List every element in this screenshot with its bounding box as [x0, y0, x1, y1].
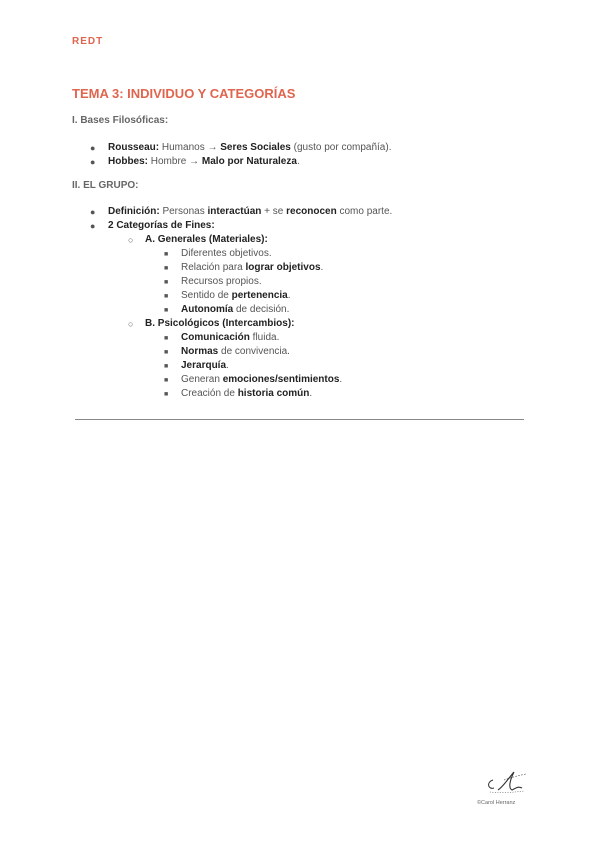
section-heading-bases: I. Bases Filosóficas: — [72, 115, 169, 126]
item-text: Relación para — [181, 262, 246, 273]
definicion-label: Definición: — [108, 206, 160, 217]
horizontal-rule — [75, 419, 524, 420]
rousseau-note: (gusto por compañía). — [290, 142, 392, 153]
definicion-bold-1: interactúan — [207, 206, 262, 217]
item-text: Sentido de — [181, 290, 232, 301]
circle-bullet-icon: ○ — [128, 319, 134, 329]
categorias-label: 2 Categorías de Fines: — [108, 220, 215, 231]
item-text: Diferentes objetivos. — [181, 248, 272, 259]
square-bullet-icon: ■ — [164, 391, 169, 398]
square-bullet-icon: ■ — [164, 307, 169, 314]
square-bullet-icon: ■ — [164, 279, 169, 286]
item-bold: Autonomía — [181, 304, 234, 315]
header-brand: REDT — [72, 36, 104, 47]
square-bullet-icon: ■ — [164, 377, 169, 384]
hobbes-note: . — [296, 156, 300, 167]
square-bullet-icon: ■ — [164, 265, 169, 272]
bullet-icon: ● — [90, 143, 96, 153]
psicologicos-label: B. Psicológicos (Intercambios): — [145, 318, 295, 329]
square-bullet-icon: ■ — [164, 349, 169, 356]
item-bold: Normas — [181, 346, 219, 357]
item-text-end: . — [287, 290, 291, 301]
item-text: Generan — [181, 374, 223, 385]
definicion-text-2: + se — [261, 206, 287, 217]
copyright-text: ©Carol Herranz — [477, 800, 516, 806]
item-bold: lograr objetivos — [245, 262, 321, 273]
generales-label: A. Generales (Materiales): — [145, 234, 268, 245]
bullet-icon: ● — [90, 207, 96, 217]
signature-icon — [484, 768, 530, 796]
definicion-bold-2: reconocen — [286, 206, 337, 217]
item-bold: emociones/sentimientos — [222, 374, 340, 385]
item-text: Creación de — [181, 388, 238, 399]
item-text-end: . — [226, 360, 229, 371]
item-bold: Comunicación — [181, 332, 250, 343]
item-text-end: fluida. — [249, 332, 280, 343]
bullet-icon: ● — [90, 157, 96, 167]
item-bold: Jerarquía — [181, 360, 227, 371]
rousseau-text: Humanos → — [159, 142, 221, 153]
square-bullet-icon: ■ — [164, 293, 169, 300]
item-text-end: de decisión. — [233, 304, 290, 315]
circle-bullet-icon: ○ — [128, 235, 134, 245]
definicion-text-1: Personas — [159, 206, 208, 217]
item-bold: historia común — [237, 388, 310, 399]
hobbes-emphasis: Malo por Naturaleza — [201, 156, 297, 167]
item-text-end: . — [309, 388, 313, 399]
square-bullet-icon: ■ — [164, 335, 169, 342]
square-bullet-icon: ■ — [164, 363, 169, 370]
rousseau-emphasis: Seres Sociales — [220, 142, 291, 153]
item-text-end: de convivencia. — [218, 346, 290, 357]
item-bold: pertenencia — [231, 290, 288, 301]
section-heading-grupo: II. EL GRUPO: — [72, 180, 139, 191]
item-text-end: . — [320, 262, 324, 273]
item-text-end: . — [339, 374, 343, 385]
bullet-icon: ● — [90, 221, 96, 231]
hobbes-label: Hobbes: — [108, 156, 148, 167]
hobbes-text: Hombre → — [148, 156, 202, 167]
square-bullet-icon: ■ — [164, 251, 169, 258]
rousseau-label: Rousseau: — [108, 142, 160, 153]
definicion-text-3: como parte. — [336, 206, 393, 217]
page-title: TEMA 3: INDIVIDUO Y CATEGORÍAS — [72, 86, 296, 101]
item-text: Recursos propios. — [181, 276, 262, 287]
